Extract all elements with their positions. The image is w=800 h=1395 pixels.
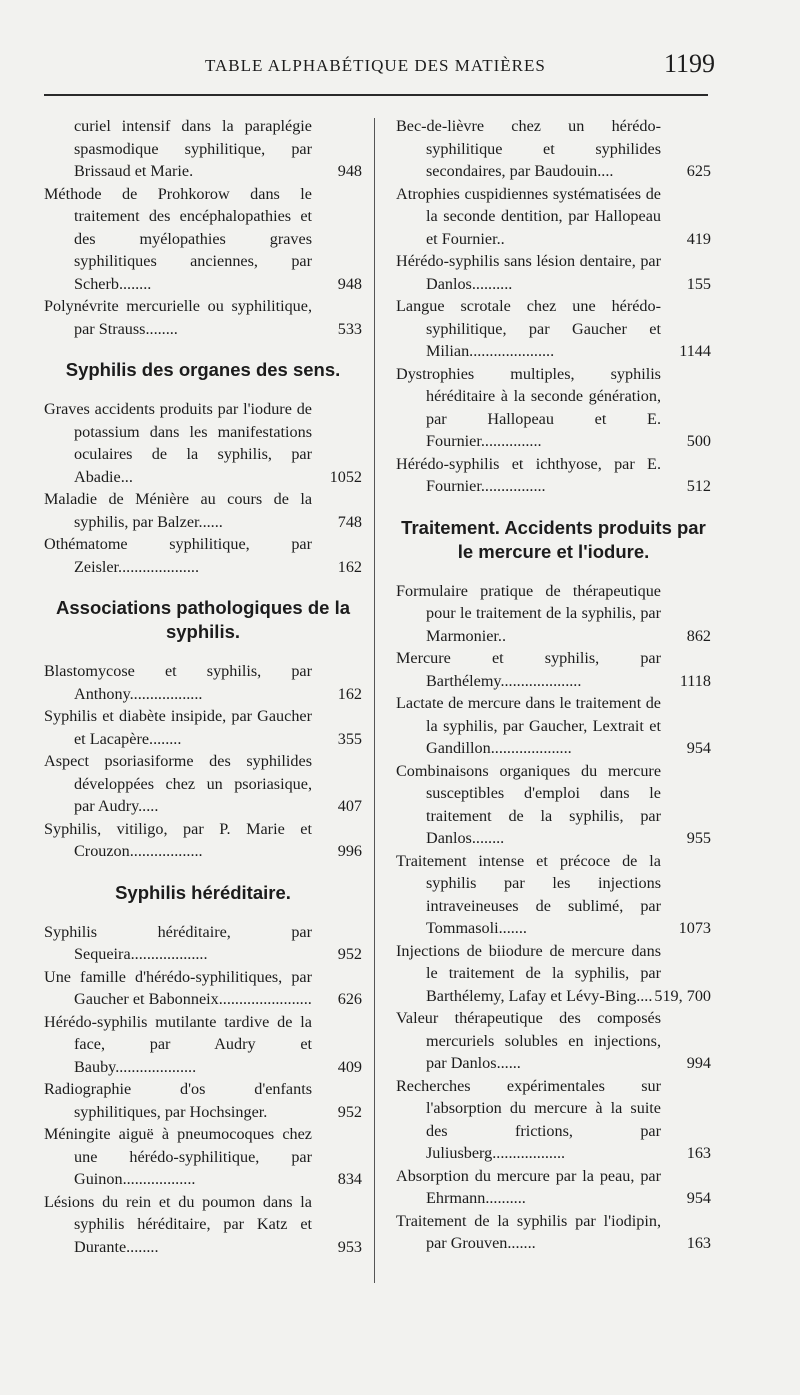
entry-text: Méningite aiguë à pneumocoques chez une hérédo-syphilitique, par Guinon.................. (44, 1125, 312, 1188)
entry-text: Atrophies cuspidiennes systématisées de la seconde dentition, par Hallopeau et Fournier.. (396, 184, 661, 248)
index-entry (44, 921, 362, 966)
entry-page-ref: 948 (337, 162, 362, 180)
entry-page-ref: 954 (686, 739, 711, 757)
index-entry (44, 660, 362, 705)
index-entry (396, 453, 711, 498)
index-entry (44, 295, 362, 340)
index-entry (44, 966, 362, 1011)
index-entry (44, 705, 362, 750)
entry-text: Blastomycose et syphilis, par Anthony.................. (44, 662, 312, 703)
column-divider (374, 118, 375, 1283)
index-entry (44, 818, 362, 863)
entry-page-ref: 952 (337, 945, 362, 963)
entry-text: curiel intensif dans la paraplégie spasmodique syphilitique, par Brissaud et Marie. (74, 117, 312, 180)
entry-text: Aspect psoriasiforme des syphilides développées chez un psoriasique, par Audry..... (44, 752, 312, 815)
entry-text: Bec-de-lièvre chez un hérédo-syphilitique et syphilides secondaires, par Baudouin.... (396, 117, 661, 180)
entry-text: Hérédo-syphilis et ichthyose, par E. Fournier................ (396, 454, 661, 495)
index-entry (396, 363, 711, 453)
entry-page-ref: 834 (337, 1170, 362, 1188)
entry-page-ref: 996 (337, 842, 362, 860)
section-heading: Associations pathologiques de la syphilis. (56, 597, 350, 642)
index-entry (396, 692, 711, 760)
index-entry (44, 488, 362, 533)
index-entry (396, 760, 711, 850)
entry-text: Méthode de Prohkorow dans le traitement des encéphalopathies et des myélopathies graves syphilitiques anciennes, par Scherb........ (44, 184, 312, 293)
entry-page-ref: 1118 (679, 671, 711, 690)
entry-page-ref: 419 (686, 229, 711, 248)
entry-text: Graves accidents produits par l'iodure de potassium dans les manifestations oculaires de la syphilis, par Abadie... (44, 400, 312, 486)
entry-page-ref: 862 (686, 626, 711, 645)
index-entry (396, 183, 711, 251)
entry-text: Traitement de la syphilis par l'iodipin, par Grouven....... (396, 1211, 661, 1252)
index-entry (44, 1123, 362, 1191)
index-entry (396, 647, 711, 692)
entry-page-ref: 953 (337, 1237, 362, 1256)
page-number: 1199 (664, 49, 716, 78)
entry-text: Syphilis et diabète insipide, par Gaucher et Lacapère........ (44, 707, 312, 748)
index-entry (44, 398, 362, 488)
entry-page-ref: 162 (337, 557, 362, 576)
entry-page-ref: 409 (337, 1057, 362, 1076)
entry-page-ref: 1052 (329, 467, 362, 486)
entry-page-ref: 626 (337, 990, 362, 1008)
index-entry (44, 750, 362, 818)
entry-text: Lactate de mercure dans le traitement de la syphilis, par Gaucher, Lextrait et Gandillon.................... (396, 694, 661, 757)
entry-text: Dystrophies multiples, syphilis héréditaire à la seconde génération, par Hallopeau et E. Fournier............... (396, 364, 661, 450)
entry-text: Othématome syphilitique, par Zeisler.................... (44, 535, 312, 576)
entry-text: Injections de biiodure de mercure dans le traitement de la syphilis, par Barthélemy, Lafay et Lévy-Bing.... (396, 941, 661, 1005)
entry-page-ref: 1144 (679, 342, 711, 360)
entry-text: Lésions du rein et du poumon dans la syphilis héréditaire, par Katz et Durante........ (44, 1192, 312, 1256)
index-entry (396, 580, 711, 648)
entry-text: Hérédo-syphilis sans lésion dentaire, par Danlos.......... (396, 252, 661, 293)
entry-page-ref: 155 (686, 274, 711, 293)
index-entry (396, 1075, 711, 1165)
entry-page-ref: 954 (686, 1189, 711, 1207)
section-heading: Traitement. Accidents produits par le mercure et l'iodure. (401, 516, 706, 562)
entry-page-ref: 948 (337, 274, 362, 293)
entry-text: Une famille d'hérédo-syphilitiques, par Gaucher et Babonneix....................... (44, 967, 312, 1008)
entry-page-ref: 952 (337, 1102, 362, 1121)
entry-text: Mercure et syphilis, par Barthélemy.................... (396, 649, 661, 690)
entry-text: Syphilis héréditaire, par Sequeira................... (44, 922, 312, 963)
index-entry (396, 1165, 711, 1210)
entry-text: Polynévrite mercurielle ou syphilitique, par Strauss........ (44, 297, 312, 338)
index-entry (396, 115, 711, 183)
left-column (44, 115, 362, 1258)
entry-page-ref: 162 (337, 684, 362, 703)
entry-text: Absorption du mercure par la peau, par Ehrmann.......... (396, 1166, 661, 1207)
header-rule (44, 94, 708, 96)
entry-text: Traitement intense et précoce de la syphilis par les injections intraveineuses de sublimé, par Tommasoli....... (396, 851, 661, 937)
entry-page-ref: 407 (337, 797, 362, 815)
entry-page-ref: 533 (337, 319, 362, 338)
index-entry (396, 250, 711, 295)
right-column (396, 115, 711, 1255)
index-entry (44, 1191, 362, 1259)
entry-page-ref: 355 (337, 729, 362, 748)
entry-page-ref: 955 (686, 829, 711, 847)
entry-page-ref: 500 (686, 432, 711, 450)
entry-text: Maladie de Ménière au cours de la syphilis, par Balzer...... (44, 490, 312, 531)
section-heading: Syphilis héréditaire. (115, 881, 291, 903)
entry-page-ref: 163 (686, 1234, 711, 1252)
entry-page-ref: 519, 700 (654, 986, 711, 1005)
index-entry (44, 1011, 362, 1079)
entry-text: Valeur thérapeutique des composés mercuriels solubles en injections, par Danlos...... (396, 1009, 661, 1072)
section-heading: Syphilis des organes des sens. (65, 359, 341, 380)
index-entry (396, 940, 711, 1008)
entry-text: Combinaisons organiques du mercure susceptibles d'emploi dans le traitement de la syphilis, par Danlos........ (396, 761, 661, 847)
running-header-title: TABLE ALPHABÉTIQUE DES MATIÈRES (205, 56, 546, 75)
entry-text: Hérédo-syphilis mutilante tardive de la face, par Audry et Bauby.................... (44, 1012, 312, 1076)
index-entry (44, 115, 362, 183)
index-entry (44, 183, 362, 296)
index-entry (44, 533, 362, 578)
entry-page-ref: 625 (686, 162, 711, 180)
index-entry (396, 1007, 711, 1075)
index-entry (396, 295, 711, 363)
entry-text: Radiographie d'os d'enfants syphilitiques, par Hochsinger. (44, 1080, 312, 1121)
entry-page-ref: 748 (337, 512, 362, 531)
index-entry (44, 1078, 362, 1123)
entry-page-ref: 163 (686, 1144, 711, 1162)
entry-text: Langue scrotale chez une hérédo-syphilitique, par Gaucher et Milian..................... (396, 297, 661, 360)
index-entry (396, 1210, 711, 1255)
entry-text: Syphilis, vitiligo, par P. Marie et Crouzon.................. (44, 819, 312, 860)
entry-text: Formulaire pratique de thérapeutique pour le traitement de la syphilis, par Marmonier.. (396, 581, 661, 645)
entry-page-ref: 512 (686, 477, 711, 495)
entry-page-ref: 1073 (678, 919, 711, 937)
entry-text: Recherches expérimentales sur l'absorption du mercure à la suite des frictions, par Juliusberg.................. (396, 1076, 661, 1162)
index-entry (396, 850, 711, 940)
entry-page-ref: 994 (686, 1054, 711, 1072)
